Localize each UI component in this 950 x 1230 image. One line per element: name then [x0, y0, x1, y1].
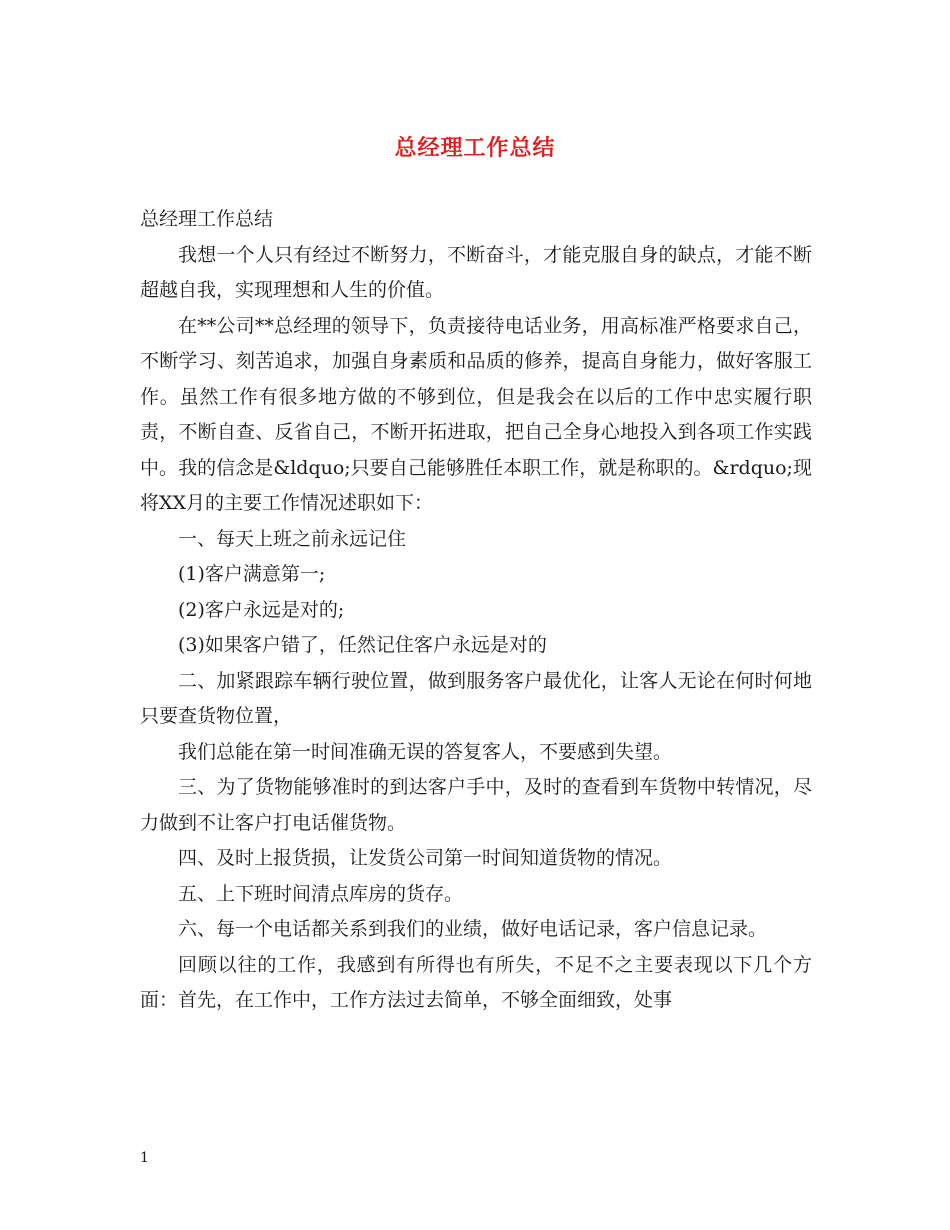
paragraph: 一、每天上班之前永远记住	[178, 527, 407, 550]
paragraph: (2)客户永远是对的;	[178, 598, 345, 621]
paragraph: 二、加紧跟踪车辆行驶位置，做到服务客户最优化，让客人无论在何时何地只要查货物位置，	[140, 669, 812, 727]
paragraph: 在**公司**总经理的领导下，负责接待电话业务，用高标准严格要求自己，不断学习、刻苦追求，加强自身素质和品质的修养，提高自身能力，做好客服工作。虽然工作有很多地方做的不够到位，但是我会在以后的工作中忠实履行职责，不断自查、反省自己，不断开拓进取，把自己全身心地投入到各项工作实践中。我的信念是&ldquo;只要自己能够胜任本职工作，就是称职的。&rdquo;现将XX月的主要工作情况述职如下：	[140, 314, 812, 514]
paragraph: 我想一个人只有经过不断努力，不断奋斗，才能克服自身的缺点，才能不断超越自我，实现理想和人生的价值。	[140, 243, 812, 301]
paragraph: 四、及时上报货损，让发货公司第一时间知道货物的情况。	[178, 847, 673, 869]
paragraph: (1)客户满意第一;	[178, 563, 326, 585]
paragraph: 五、上下班时间清点库房的货存。	[178, 882, 464, 905]
paragraph: 六、每一个电话都关系到我们的业绩，做好电话记录，客户信息记录。	[178, 918, 768, 940]
paragraph: (3)如果客户错了，任然记住客户永远是对的	[178, 634, 547, 656]
paragraph: 回顾以往的工作，我感到有所得也有所失，不足不之主要表现以下几个方面：首先，在工作中，工作方法过去简单，不够全面细致，处事	[140, 953, 812, 1011]
paragraph: 我们总能在第一时间准确无误的答复客人，不要感到失望。	[178, 740, 673, 763]
document-body	[140, 202, 812, 1019]
page-title: 总经理工作总结	[394, 135, 556, 161]
paragraph: 三、为了货物能够准时的到达客户手中，及时的查看到车货物中转情况，尽力做到不让客户打电话催货物。	[140, 776, 812, 834]
paragraph: 总经理工作总结	[140, 208, 274, 230]
page-number: 1	[140, 1150, 149, 1166]
